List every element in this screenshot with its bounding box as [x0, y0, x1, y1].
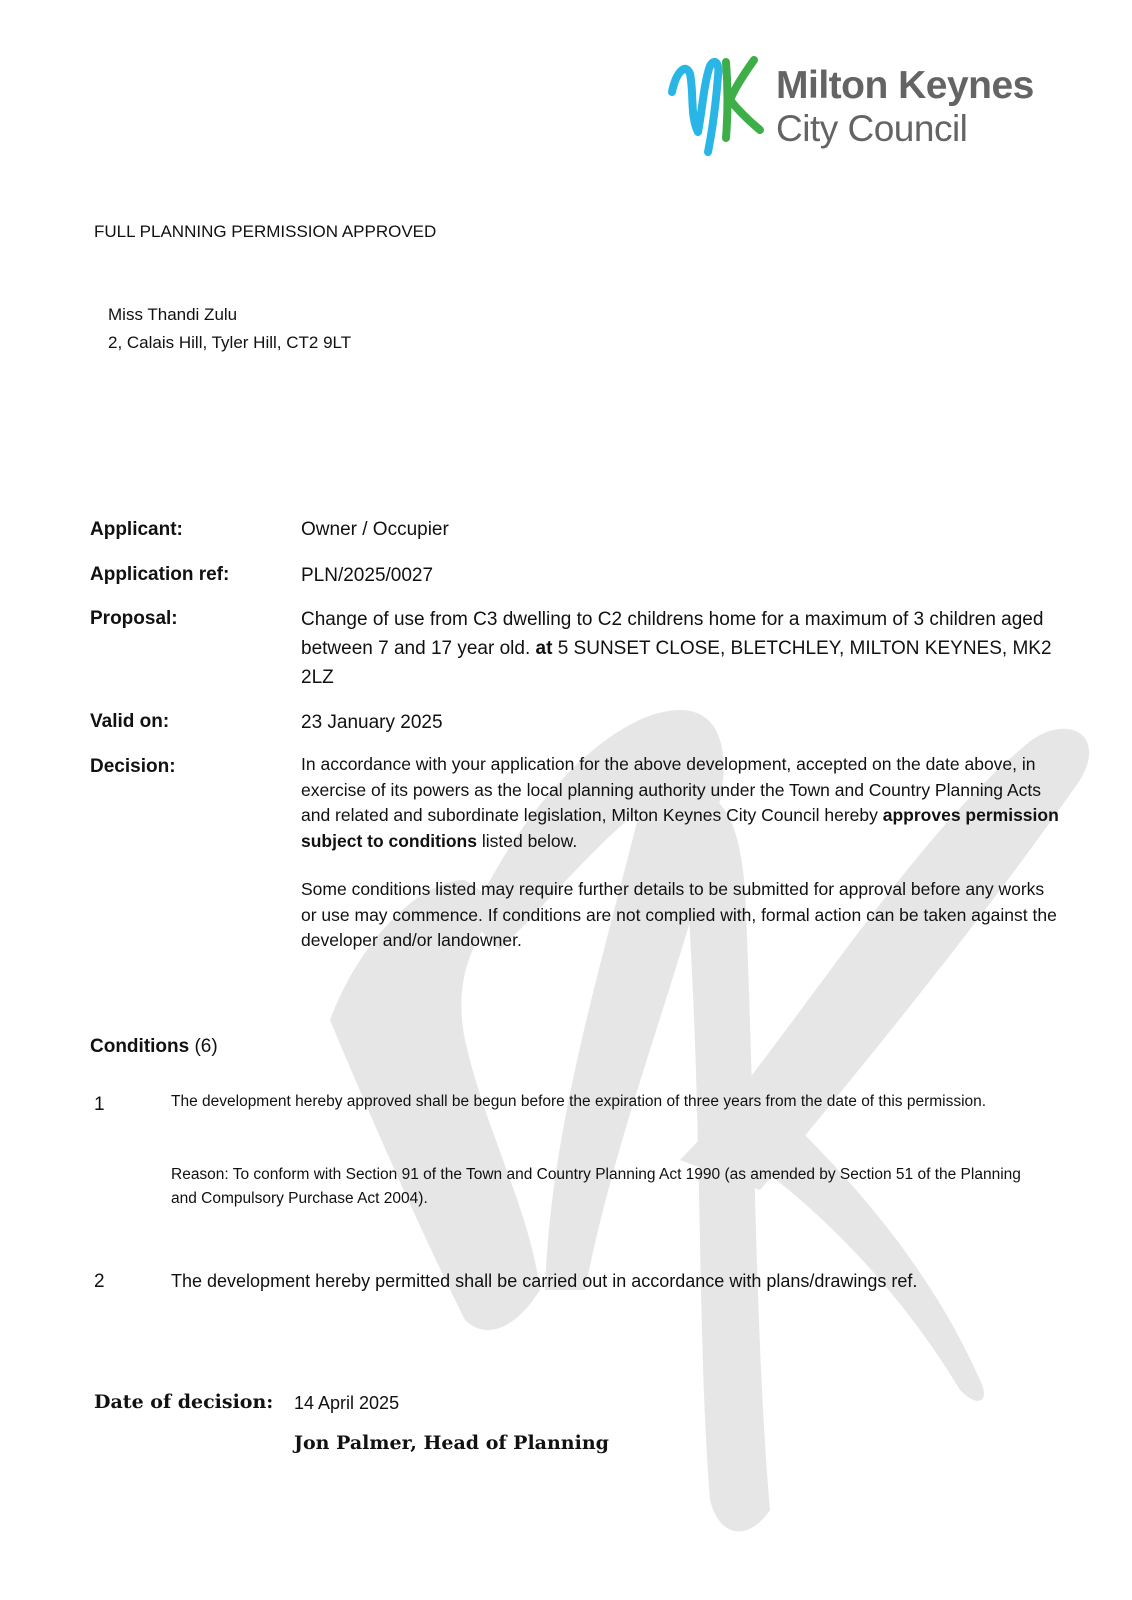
application-ref-value: PLN/2025/0027: [301, 565, 434, 586]
condition-2-number: 2: [94, 1271, 105, 1292]
condition-1-number: 1: [94, 1094, 105, 1115]
council-name-line1: Milton Keynes: [776, 64, 1034, 107]
decision-paragraph-2: Some conditions listed may require further details to be submitted for approval before any works or use may commence. If conditions are not complied with, formal action can be taken against the developer and/or landowner.: [301, 879, 1057, 950]
application-ref-label: Application ref:: [90, 564, 230, 585]
condition-1-reason: Reason: To conform with Section 91 of the Town and Country Planning Act 1990 (as amended by Section 51 of the Planning and Compulsory Purchase Act 2004).: [171, 1166, 1021, 1207]
proposal-value: [301, 605, 1061, 692]
applicant-label: Applicant:: [90, 519, 183, 540]
conditions-title: Conditions: [90, 1036, 190, 1057]
proposal-label: Proposal:: [90, 608, 178, 629]
proposal-connector: at: [535, 638, 553, 659]
decision-outcome: approves permission subject to conditions: [301, 805, 1059, 851]
recipient-name: Miss Thandi Zulu: [108, 305, 238, 324]
valid-on-value: 23 January 2025: [301, 712, 443, 733]
council-logo: [668, 52, 1058, 162]
mk-logo-mark: [668, 52, 768, 156]
applicant-value: Owner / Occupier: [301, 519, 449, 540]
condition-2-text: The development hereby permitted shall be carried out in accordance with plans/drawings ref.: [171, 1271, 918, 1291]
decision-label: Decision:: [90, 756, 176, 777]
council-name-line2: City Council: [776, 108, 968, 149]
proposal-text: Change of use from C3 dwelling to C2 childrens home for a maximum of 3 children aged between 7 and 17 year old.: [301, 609, 1044, 659]
recipient-address: 2, Calais Hill, Tyler Hill, CT2 9LT: [108, 333, 352, 352]
document-type: FULL PLANNING PERMISSION APPROVED: [94, 222, 437, 241]
conditions-heading: [90, 1036, 218, 1058]
condition-1-text: The development hereby approved shall be begun before the expiration of three years from the date of this permission.: [171, 1093, 987, 1110]
recipient-block: [108, 301, 351, 357]
conditions-count: (6): [194, 1036, 218, 1057]
valid-on-label: Valid on:: [90, 711, 170, 732]
proposal-location: 5 SUNSET CLOSE, BLETCHLEY, MILTON KEYNES, MK2 2LZ: [301, 638, 1052, 688]
decision-text-start: In accordance with your application for the above development, accepted on the date above, in exercise of its powers as the local planning authority under the Town and Country Planning Acts and related and subordinate legislation, Milton Keynes City Council hereby: [301, 754, 1041, 825]
decision-date-label: Date of decision:: [94, 1391, 274, 1413]
decision-paragraph-1: [301, 752, 1061, 854]
signatory: Jon Palmer, Head of Planning: [294, 1432, 609, 1454]
decision-text-end: listed below.: [481, 830, 578, 851]
decision-date-value: 14 April 2025: [294, 1393, 400, 1413]
